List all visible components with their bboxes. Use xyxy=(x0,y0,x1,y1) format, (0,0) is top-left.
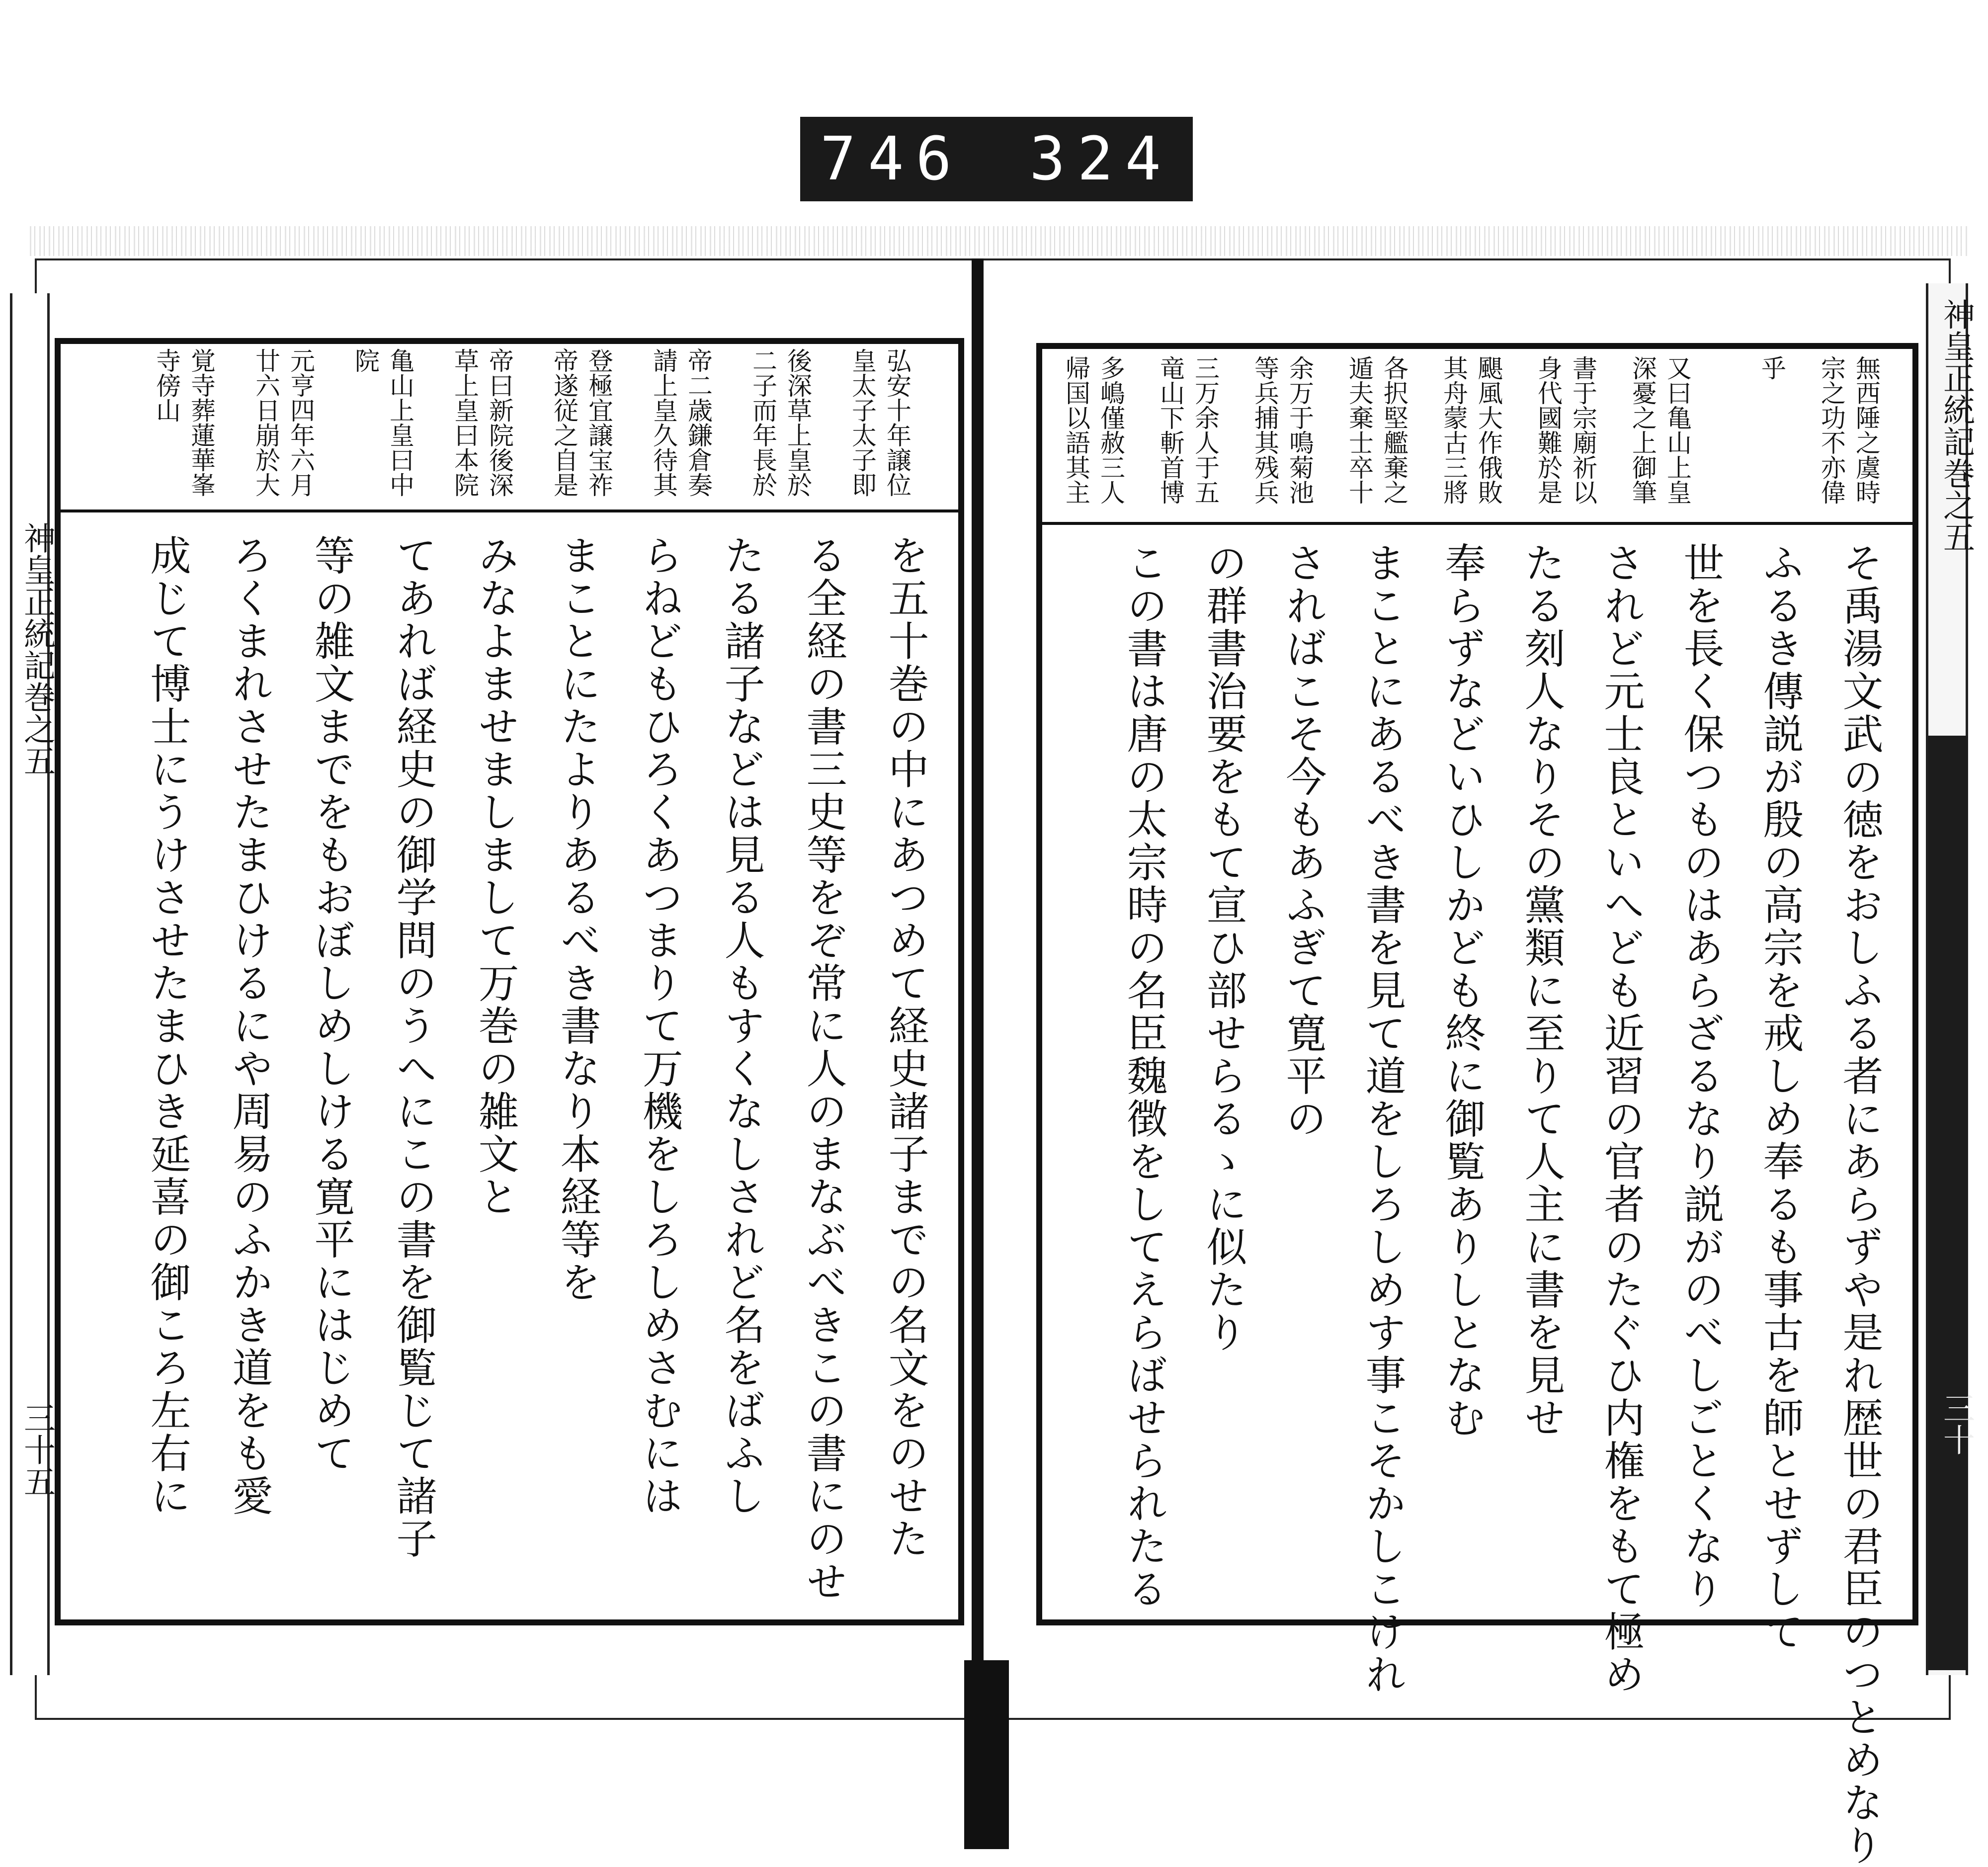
left-note-line: 亀山上皇曰中 xyxy=(386,348,414,497)
left-note-line: 請上皇久待其 xyxy=(649,348,678,497)
left-notes-divider xyxy=(59,509,960,512)
left-note-line: 登極宜譲宝祚 xyxy=(584,348,613,497)
right-text-column: まことにあるべき書を見て道をしろしめす事こそかしこけれ xyxy=(1359,542,1406,1696)
right-note-line: 宗之功不亦偉 xyxy=(1817,355,1846,505)
right-note-line: 等兵捕其残兵 xyxy=(1250,355,1279,505)
right-note-line: 颶風大作俄敗 xyxy=(1474,355,1503,505)
call-number-right: 324 xyxy=(1029,124,1173,194)
right-text-column: さればこそ今もあふぎて寛平の xyxy=(1279,542,1326,1140)
right-note-line: 深憂之上御筆 xyxy=(1628,355,1657,505)
left-note-line: 院 xyxy=(351,348,380,373)
right-note-line: 無西陲之虞時 xyxy=(1852,355,1881,505)
right-margin-page-number: 三十 xyxy=(1938,1392,1975,1455)
left-text-column: らねどもひろくあつまりて万機をしろしめさむには xyxy=(636,534,683,1518)
left-note-line: 廿六日崩於大 xyxy=(251,348,280,497)
right-notes-divider xyxy=(1040,522,1914,525)
left-text-column: みなよませましまして万巻の雑文と xyxy=(472,534,519,1218)
left-text-column: てあれば経史の御学問のうへにこの書を御覧じて諸子 xyxy=(390,534,437,1560)
left-note-line: 帝曰新院後深 xyxy=(485,348,514,497)
right-note-line: 各択堅艦棄之 xyxy=(1380,355,1408,505)
right-note-line: 又曰亀山上皇 xyxy=(1663,355,1692,505)
left-note-line: 草上皇曰本院 xyxy=(450,348,479,497)
left-text-column: 成じて博士にうけさせたまひき延喜の御ころ左右に xyxy=(144,534,191,1518)
right-note-line: 身代國難於是 xyxy=(1534,355,1563,505)
left-note-line: 寺傍山 xyxy=(152,348,181,423)
right-text-column: ふるき傳説が殷の高宗を戒しめ奉るも事古を師とせずして xyxy=(1756,542,1804,1653)
book-spine xyxy=(972,258,984,1839)
right-note-line: 其舟蒙古三將 xyxy=(1439,355,1468,505)
call-number-left: 746 xyxy=(820,124,964,194)
right-note-line: 竜山下斬首博 xyxy=(1156,355,1185,505)
left-margin-page-number: 三十五 xyxy=(18,1402,55,1497)
left-text-column: 等の雑文までをもおぼしめしける寛平にはじめて xyxy=(308,534,355,1475)
left-text-column: を五十巻の中にあつめて経史諸子までの名文をのせた xyxy=(882,534,929,1560)
left-note-line: 弘安十年譲位 xyxy=(883,348,911,497)
right-text-column: 奉らずなどいひしかども終に御覧ありしとなむ xyxy=(1438,542,1486,1440)
right-note-line: 余万于鳴菊池 xyxy=(1285,355,1314,505)
left-note-line: 皇太子太子即 xyxy=(848,348,877,497)
right-text-column: されど元士良といへども近習の官者のたぐひ内権をもて極め xyxy=(1597,542,1645,1696)
right-text-column: そ禹湯文武の徳をおしふる者にあらずや是れ歴世の君臣のつとめなり xyxy=(1836,542,1883,1867)
right-text-column: この書は唐の太宗時の名臣魏徴をしてえらばせられたる xyxy=(1120,542,1167,1611)
right-text-column: たる刻人なりその黨類に至りて人主に書を見せ xyxy=(1518,542,1565,1440)
right-note-line: 多嶋僅赦三人 xyxy=(1096,355,1125,505)
right-text-column: 世を長く保つものはあらざるなり説がのべしごとくなり xyxy=(1677,542,1724,1611)
left-text-column: る全経の書三史等をぞ常に人のまなぶべきこの書にのせ xyxy=(800,534,847,1603)
spine-tab xyxy=(964,1660,1009,1849)
right-text-column: の群書治要をもて宣ひ部せらるゝに似たり xyxy=(1200,542,1247,1354)
left-note-line: 帝遂従之自是 xyxy=(550,348,579,497)
left-text-column: ろくまれさせたまひけるにや周易のふかき道をも愛 xyxy=(226,534,273,1518)
call-number-label xyxy=(800,117,1193,201)
left-margin-title: 神皇正統記巻之五 xyxy=(18,522,55,776)
left-text-column: まことにたよりあるべき書なり本経等を xyxy=(554,534,601,1304)
left-text-column: たる諸子などは見る人もすくなしされど名をばふし xyxy=(718,534,765,1518)
right-note-line: 遁夫棄士卒十 xyxy=(1345,355,1374,505)
left-note-line: 後深草上皇於 xyxy=(783,348,812,497)
left-note-line: 覚寺葬蓮華峯 xyxy=(187,348,216,497)
right-note-line: 書于宗廟祈以 xyxy=(1569,355,1597,505)
book-top-edge xyxy=(30,226,1968,256)
right-note-line: 三万余人于五 xyxy=(1191,355,1220,505)
right-note-line: 帰国以語其主 xyxy=(1062,355,1090,505)
right-margin-shadow xyxy=(1928,736,1967,1670)
left-note-line: 帝二歳鎌倉奏 xyxy=(684,348,713,497)
left-note-line: 元亨四年六月 xyxy=(286,348,315,497)
right-margin-title: 神皇正統記巻之五 xyxy=(1938,298,1975,553)
right-note-line: 乎 xyxy=(1757,355,1786,380)
left-note-line: 二子而年長於 xyxy=(748,348,777,497)
